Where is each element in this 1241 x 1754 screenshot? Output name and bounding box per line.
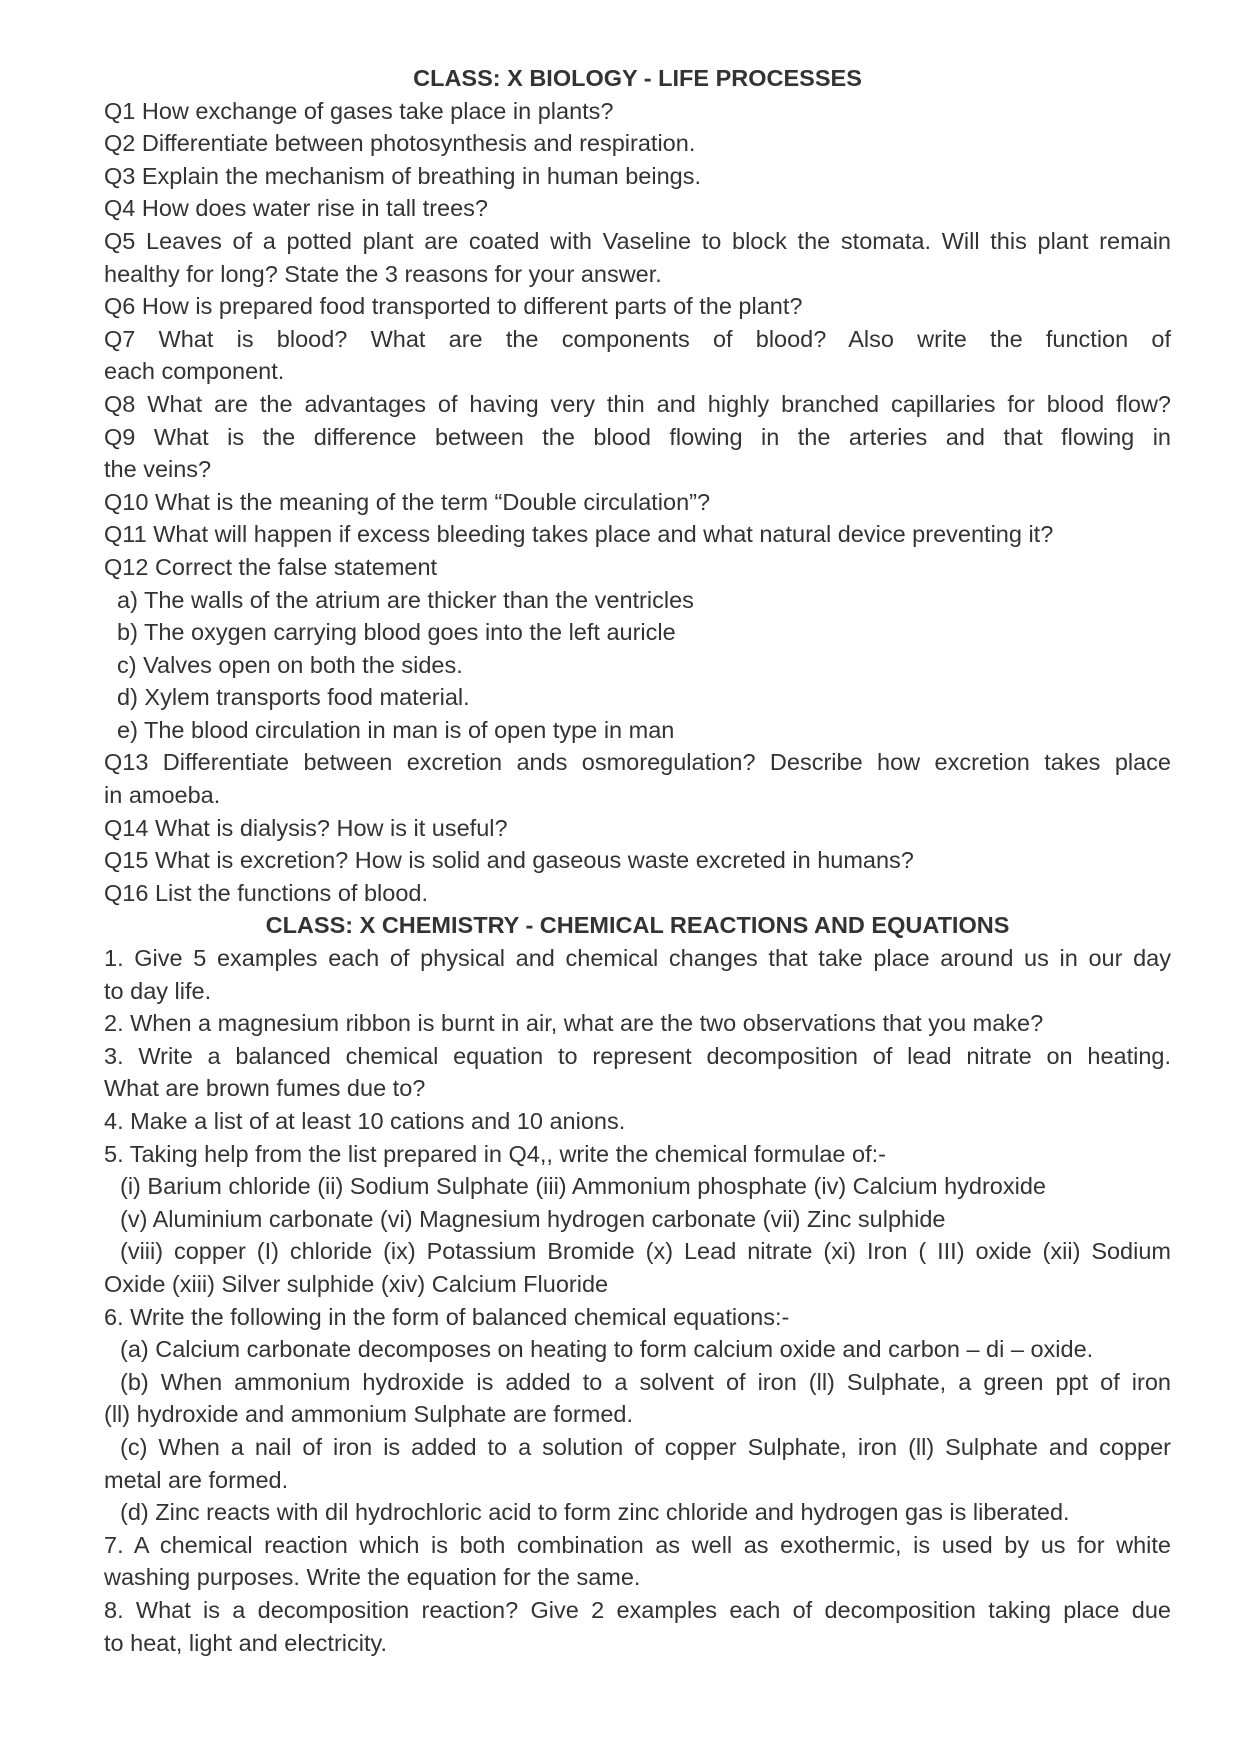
question-line: 1. Give 5 examples each of physical and chemical changes that take place around us in our day <box>104 945 1171 972</box>
question-line: Q14 What is dialysis? How is it useful? <box>104 814 508 841</box>
question-line: 7. A chemical reaction which is both combination as well as exothermic, is used by us for white <box>104 1531 1171 1558</box>
question-line: Q10 What is the meaning of the term “Double circulation”? <box>104 488 711 515</box>
statement-line: a) The walls of the atrium are thicker than the ventricles <box>117 586 694 613</box>
question-line: to heat, light and electricity. <box>104 1629 388 1656</box>
question-line: 3. Write a balanced chemical equation to represent decomposition of lead nitrate on heating. <box>104 1042 1171 1069</box>
statement-line: b) The oxygen carrying blood goes into the left auricle <box>117 619 676 646</box>
question-line: Q6 How is prepared food transported to different parts of the plant? <box>104 293 803 320</box>
question-line: to day life. <box>104 977 212 1004</box>
biology-heading: CLASS: X BIOLOGY - LIFE PROCESSES <box>413 65 862 91</box>
question-line: Q7 What is blood? What are the components of blood? Also write the function of <box>104 325 1171 352</box>
statement-line: d) Xylem transports food material. <box>117 684 470 711</box>
question-line: Q15 What is excretion? How is solid and gaseous waste excreted in humans? <box>104 847 914 874</box>
question-line: Q8 What are the advantages of having very thin and highly branched capillaries for blood flow? <box>104 390 1171 417</box>
question-line: Q5 Leaves of a potted plant are coated with Vaseline to block the stomata. Will this plant remain <box>104 227 1171 254</box>
question-line: Q12 Correct the false statement <box>104 553 438 580</box>
question-line: each component. <box>104 358 285 385</box>
question-line: Q13 Differentiate between excretion ands osmoregulation? Describe how excretion takes place <box>104 749 1171 776</box>
question-line: 5. Taking help from the list prepared in Q4,, write the chemical formulae of:- <box>104 1140 886 1167</box>
formula-line: (v) Aluminium carbonate (vi) Magnesium hydrogen carbonate (vii) Zinc sulphide <box>120 1205 946 1232</box>
statement-line: e) The blood circulation in man is of open type in man <box>117 716 675 743</box>
statement-line: c) Valves open on both the sides. <box>117 651 463 678</box>
question-line: Q16 List the functions of blood. <box>104 879 428 906</box>
question-line: Q11 What will happen if excess bleeding takes place and what natural device preventing it? <box>104 521 1054 548</box>
question-line: Q1 How exchange of gases take place in plants? <box>104 97 614 124</box>
question-line: Q9 What is the difference between the blood flowing in the arteries and that flowing in <box>104 423 1171 450</box>
equation-line: (c) When a nail of iron is added to a solution of copper Sulphate, iron (ll) Sulphate and copper <box>120 1433 1171 1460</box>
question-line: 4. Make a list of at least 10 cations and 10 anions. <box>104 1108 626 1134</box>
equation-line: (a) Calcium carbonate decomposes on heating to form calcium oxide and carbon – di – oxide. <box>120 1336 1094 1363</box>
equation-line: (ll) hydroxide and ammonium Sulphate are formed. <box>104 1401 634 1428</box>
equation-line: (d) Zinc reacts with dil hydrochloric acid to form zinc chloride and hydrogen gas is liberated. <box>120 1499 1070 1526</box>
question-line: 2. When a magnesium ribbon is burnt in air, what are the two observations that you make? <box>104 1010 1044 1037</box>
question-line: healthy for long? State the 3 reasons for your answer. <box>104 260 662 287</box>
question-line: 8. What is a decomposition reaction? Give 2 examples each of decomposition taking place due <box>104 1596 1171 1623</box>
question-line: Q4 How does water rise in tall trees? <box>104 195 488 222</box>
chemistry-heading: CLASS: X CHEMISTRY - CHEMICAL REACTIONS AND EQUATIONS <box>265 912 1010 939</box>
equation-line: metal are formed. <box>104 1466 289 1493</box>
question-line: What are brown fumes due to? <box>104 1075 426 1102</box>
equation-line: (b) When ammonium hydroxide is added to a solvent of iron (ll) Sulphate, a green ppt of iron <box>120 1368 1171 1395</box>
question-line: washing purposes. Write the equation for the same. <box>104 1564 641 1591</box>
formula-line: Oxide (xiii) Silver sulphide (xiv) Calcium Fluoride <box>104 1270 609 1297</box>
question-line: the veins? <box>104 456 212 483</box>
formula-line: (i) Barium chloride (ii) Sodium Sulphate (iii) Ammonium phosphate (iv) Calcium hydroxide <box>120 1173 1046 1200</box>
question-line: Q3 Explain the mechanism of breathing in human beings. <box>104 162 701 189</box>
question-line: in amoeba. <box>104 782 221 809</box>
formula-line: (viii) copper (I) chloride (ix) Potassium Bromide (x) Lead nitrate (xi) Iron ( III) oxide (xii) Sodium <box>120 1238 1171 1265</box>
question-line: Q2 Differentiate between photosynthesis and respiration. <box>104 130 696 157</box>
question-line: 6. Write the following in the form of balanced chemical equations:- <box>104 1303 790 1330</box>
